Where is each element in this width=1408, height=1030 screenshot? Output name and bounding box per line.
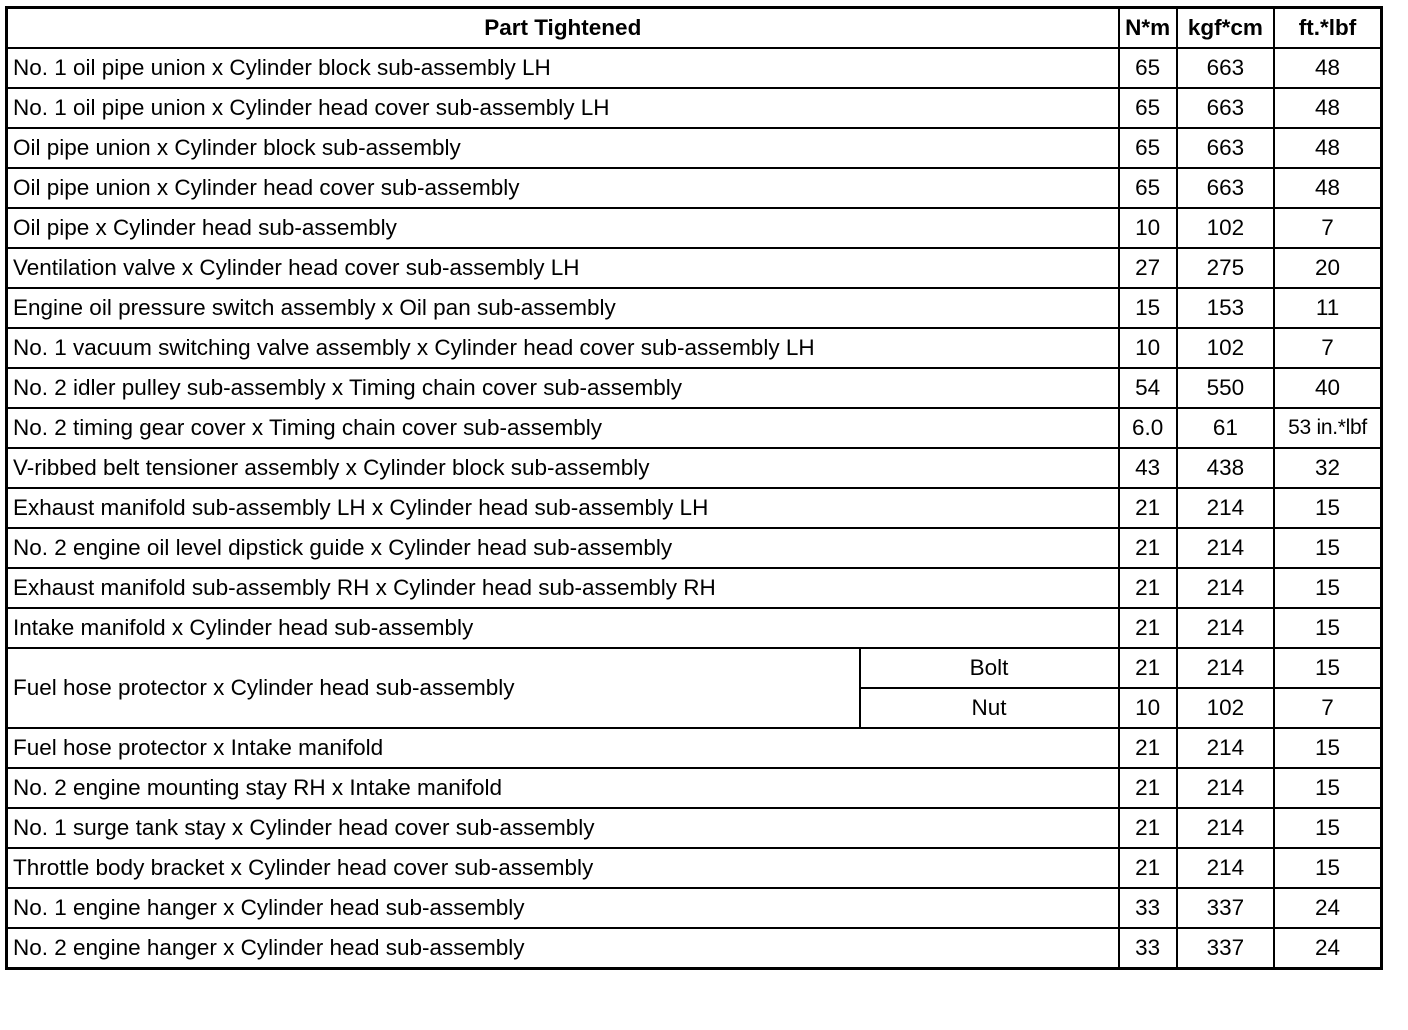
- torque-kgf-cm-cell: 214: [1177, 528, 1274, 568]
- part-tightened-cell: No. 1 engine hanger x Cylinder head sub-assembly: [7, 888, 1119, 928]
- torque-nm-cell: 21: [1119, 648, 1177, 688]
- torque-nm-cell: 10: [1119, 688, 1177, 728]
- torque-nm-cell: 10: [1119, 208, 1177, 248]
- torque-nm-cell: 65: [1119, 48, 1177, 88]
- torque-kgf-cm-cell: 663: [1177, 48, 1274, 88]
- table-row: [7, 408, 1382, 448]
- torque-kgf-cm-cell: 214: [1177, 568, 1274, 608]
- torque-specification-table-container: [5, 6, 1383, 970]
- torque-ft-lbf-cell: 48: [1274, 168, 1381, 208]
- torque-kgf-cm-cell: 663: [1177, 88, 1274, 128]
- torque-nm-cell: 21: [1119, 568, 1177, 608]
- torque-nm-cell: 6.0: [1119, 408, 1177, 448]
- part-tightened-cell: Engine oil pressure switch assembly x Oil pan sub-assembly: [7, 288, 1119, 328]
- torque-nm-cell: 21: [1119, 728, 1177, 768]
- torque-kgf-cm-cell: 102: [1177, 208, 1274, 248]
- torque-ft-lbf-cell: 7: [1274, 688, 1381, 728]
- part-tightened-cell: Throttle body bracket x Cylinder head cover sub-assembly: [7, 848, 1119, 888]
- torque-nm-cell: 54: [1119, 368, 1177, 408]
- torque-kgf-cm-cell: 214: [1177, 728, 1274, 768]
- torque-kgf-cm-cell: 214: [1177, 768, 1274, 808]
- torque-kgf-cm-cell: 337: [1177, 888, 1274, 928]
- part-tightened-cell: Oil pipe union x Cylinder head cover sub-assembly: [7, 168, 1119, 208]
- table-row: [7, 648, 1382, 688]
- header-nm: N*m: [1119, 8, 1177, 49]
- table-row: [7, 928, 1382, 969]
- table-row: [7, 448, 1382, 488]
- table-row: [7, 248, 1382, 288]
- table-header-row: [7, 8, 1382, 49]
- torque-kgf-cm-cell: 550: [1177, 368, 1274, 408]
- table-row: [7, 728, 1382, 768]
- table-row: [7, 48, 1382, 88]
- torque-kgf-cm-cell: 153: [1177, 288, 1274, 328]
- torque-ft-lbf-cell: 15: [1274, 808, 1381, 848]
- part-tightened-cell: Oil pipe union x Cylinder block sub-assembly: [7, 128, 1119, 168]
- fastener-type-cell: Bolt: [860, 648, 1119, 688]
- header-kgf-cm: kgf*cm: [1177, 8, 1274, 49]
- part-tightened-cell: Intake manifold x Cylinder head sub-assembly: [7, 608, 1119, 648]
- torque-specification-table: [5, 6, 1383, 970]
- table-row: [7, 768, 1382, 808]
- torque-ft-lbf-cell: 53 in.*lbf: [1274, 408, 1381, 448]
- torque-ft-lbf-cell: 40: [1274, 368, 1381, 408]
- torque-nm-cell: 15: [1119, 288, 1177, 328]
- part-tightened-cell: V-ribbed belt tensioner assembly x Cylinder block sub-assembly: [7, 448, 1119, 488]
- torque-ft-lbf-cell: 15: [1274, 528, 1381, 568]
- torque-ft-lbf-cell: 15: [1274, 728, 1381, 768]
- table-row: [7, 488, 1382, 528]
- torque-ft-lbf-cell: 11: [1274, 288, 1381, 328]
- torque-ft-lbf-cell: 20: [1274, 248, 1381, 288]
- torque-ft-lbf-cell: 7: [1274, 208, 1381, 248]
- torque-nm-cell: 65: [1119, 168, 1177, 208]
- part-tightened-cell: No. 2 timing gear cover x Timing chain cover sub-assembly: [7, 408, 1119, 448]
- part-tightened-cell: No. 1 oil pipe union x Cylinder block sub-assembly LH: [7, 48, 1119, 88]
- part-tightened-cell: No. 2 engine oil level dipstick guide x Cylinder head sub-assembly: [7, 528, 1119, 568]
- torque-nm-cell: 43: [1119, 448, 1177, 488]
- part-tightened-cell: No. 2 engine hanger x Cylinder head sub-assembly: [7, 928, 1119, 969]
- part-tightened-cell: Fuel hose protector x Intake manifold: [7, 728, 1119, 768]
- torque-nm-cell: 21: [1119, 528, 1177, 568]
- torque-kgf-cm-cell: 663: [1177, 128, 1274, 168]
- torque-kgf-cm-cell: 61: [1177, 408, 1274, 448]
- torque-nm-cell: 10: [1119, 328, 1177, 368]
- torque-kgf-cm-cell: 438: [1177, 448, 1274, 488]
- table-row: [7, 88, 1382, 128]
- torque-ft-lbf-cell: 24: [1274, 888, 1381, 928]
- table-row: [7, 168, 1382, 208]
- torque-nm-cell: 33: [1119, 888, 1177, 928]
- torque-kgf-cm-cell: 214: [1177, 608, 1274, 648]
- torque-nm-cell: 21: [1119, 608, 1177, 648]
- table-row: [7, 208, 1382, 248]
- torque-kgf-cm-cell: 214: [1177, 848, 1274, 888]
- part-tightened-cell: Exhaust manifold sub-assembly LH x Cylinder head sub-assembly LH: [7, 488, 1119, 528]
- torque-ft-lbf-cell: 24: [1274, 928, 1381, 969]
- torque-nm-cell: 21: [1119, 808, 1177, 848]
- torque-kgf-cm-cell: 337: [1177, 928, 1274, 969]
- part-tightened-cell: No. 1 surge tank stay x Cylinder head cover sub-assembly: [7, 808, 1119, 848]
- torque-ft-lbf-cell: 15: [1274, 488, 1381, 528]
- table-row: [7, 888, 1382, 928]
- torque-nm-cell: 33: [1119, 928, 1177, 969]
- part-tightened-cell: Oil pipe x Cylinder head sub-assembly: [7, 208, 1119, 248]
- header-ft-lbf: ft.*lbf: [1274, 8, 1381, 49]
- torque-ft-lbf-cell: 15: [1274, 568, 1381, 608]
- table-row: [7, 568, 1382, 608]
- part-tightened-cell: Fuel hose protector x Cylinder head sub-assembly: [7, 648, 860, 728]
- fastener-type-cell: Nut: [860, 688, 1119, 728]
- table-row: [7, 328, 1382, 368]
- part-tightened-cell: No. 1 vacuum switching valve assembly x Cylinder head cover sub-assembly LH: [7, 328, 1119, 368]
- torque-kgf-cm-cell: 102: [1177, 328, 1274, 368]
- torque-nm-cell: 21: [1119, 488, 1177, 528]
- torque-nm-cell: 27: [1119, 248, 1177, 288]
- table-row: [7, 808, 1382, 848]
- torque-kgf-cm-cell: 663: [1177, 168, 1274, 208]
- torque-ft-lbf-cell: 48: [1274, 88, 1381, 128]
- part-tightened-cell: No. 2 idler pulley sub-assembly x Timing chain cover sub-assembly: [7, 368, 1119, 408]
- torque-kgf-cm-cell: 214: [1177, 808, 1274, 848]
- table-row: [7, 608, 1382, 648]
- table-body: [7, 48, 1382, 969]
- part-tightened-cell: No. 1 oil pipe union x Cylinder head cover sub-assembly LH: [7, 88, 1119, 128]
- table-row: [7, 848, 1382, 888]
- table-row: [7, 528, 1382, 568]
- part-tightened-cell: Ventilation valve x Cylinder head cover sub-assembly LH: [7, 248, 1119, 288]
- torque-kgf-cm-cell: 275: [1177, 248, 1274, 288]
- torque-kgf-cm-cell: 214: [1177, 648, 1274, 688]
- torque-ft-lbf-cell: 15: [1274, 768, 1381, 808]
- torque-ft-lbf-cell: 7: [1274, 328, 1381, 368]
- table-row: [7, 368, 1382, 408]
- torque-ft-lbf-cell: 32: [1274, 448, 1381, 488]
- torque-kgf-cm-cell: 102: [1177, 688, 1274, 728]
- torque-ft-lbf-cell: 15: [1274, 848, 1381, 888]
- part-tightened-cell: Exhaust manifold sub-assembly RH x Cylinder head sub-assembly RH: [7, 568, 1119, 608]
- torque-nm-cell: 65: [1119, 128, 1177, 168]
- table-row: [7, 128, 1382, 168]
- table-row: [7, 288, 1382, 328]
- header-part-tightened: Part Tightened: [7, 8, 1119, 49]
- torque-kgf-cm-cell: 214: [1177, 488, 1274, 528]
- torque-ft-lbf-cell: 15: [1274, 648, 1381, 688]
- torque-ft-lbf-cell: 48: [1274, 128, 1381, 168]
- torque-nm-cell: 65: [1119, 88, 1177, 128]
- torque-nm-cell: 21: [1119, 768, 1177, 808]
- torque-ft-lbf-cell: 15: [1274, 608, 1381, 648]
- torque-ft-lbf-cell: 48: [1274, 48, 1381, 88]
- part-tightened-cell: No. 2 engine mounting stay RH x Intake manifold: [7, 768, 1119, 808]
- torque-nm-cell: 21: [1119, 848, 1177, 888]
